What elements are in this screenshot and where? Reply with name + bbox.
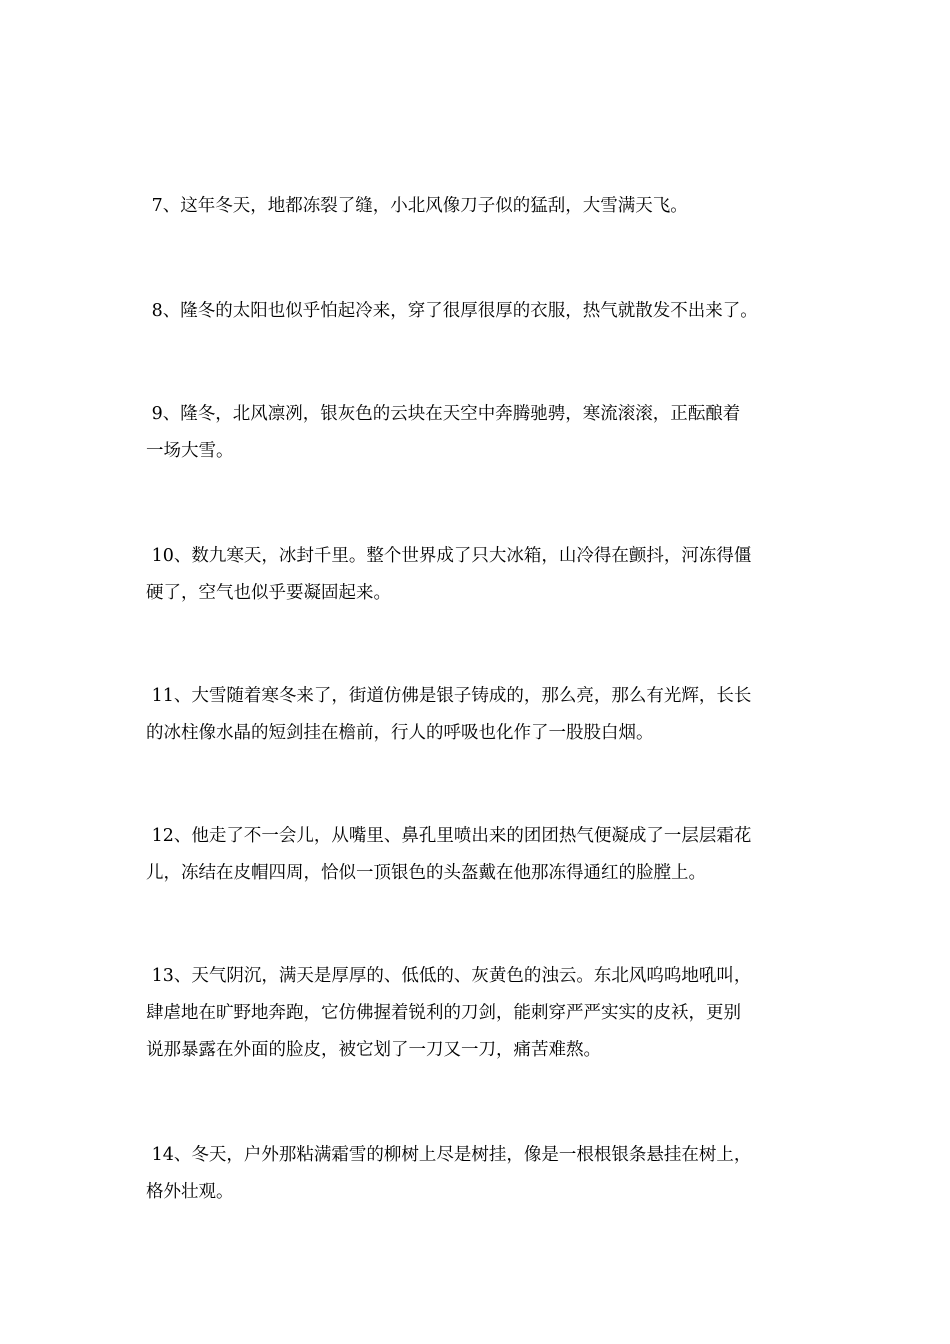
paragraph-line: 12、他走了不一会儿，从嘴里、鼻孔里喷出来的团团热气便凝成了一层层霜花 (146, 826, 752, 846)
paragraph-line: 儿，冻结在皮帽四周，恰似一顶银色的头盔戴在他那冻得通红的脸膛上。 (146, 863, 706, 883)
paragraph-line: 7、这年冬天，地都冻裂了缝，小北风像刀子似的猛刮，大雪满天飞。 (146, 196, 688, 216)
paragraph-line: 一场大雪。 (146, 441, 234, 461)
paragraph-8 (146, 293, 816, 330)
paragraph-line: 硬了，空气也似乎要凝固起来。 (146, 583, 391, 603)
paragraph-7 (146, 188, 816, 225)
paragraph-13 (146, 958, 816, 1069)
paragraph-line: 8、隆冬的太阳也似乎怕起冷来，穿了很厚很厚的衣服，热气就散发不出来了。 (146, 301, 758, 321)
paragraph-9 (146, 396, 816, 470)
paragraph-line: 的冰柱像水晶的短剑挂在檐前，行人的呼吸也化作了一股股白烟。 (146, 723, 654, 743)
paragraph-line: 10、数九寒天，冰封千里。整个世界成了只大冰箱，山冷得在颤抖，河冻得僵 (146, 546, 752, 566)
paragraph-line: 肆虐地在旷野地奔跑，它仿佛握着锐利的刀剑，能刺穿严严实实的皮袄，更别 (146, 1003, 741, 1023)
paragraph-line: 11、大雪随着寒冬来了，街道仿佛是银子铸成的，那么亮，那么有光辉，长长 (146, 686, 752, 706)
paragraph-line: 说那暴露在外面的脸皮，被它划了一刀又一刀，痛苦难熬。 (146, 1040, 601, 1060)
paragraph-line: 格外壮观。 (146, 1182, 234, 1202)
paragraph-line: 14、冬天，户外那粘满霜雪的柳树上尽是树挂，像是一根根银条悬挂在树上， (146, 1145, 752, 1165)
paragraph-line: 13、天气阴沉，满天是厚厚的、低低的、灰黄色的浊云。东北风呜呜地吼叫， (146, 966, 752, 986)
paragraph-line: 9、隆冬，北风凛冽，银灰色的云块在天空中奔腾驰骋，寒流滚滚，正酝酿着 (146, 404, 741, 424)
paragraph-12 (146, 818, 816, 892)
paragraph-11 (146, 678, 816, 752)
paragraph-14 (146, 1137, 816, 1211)
paragraph-10 (146, 538, 816, 612)
